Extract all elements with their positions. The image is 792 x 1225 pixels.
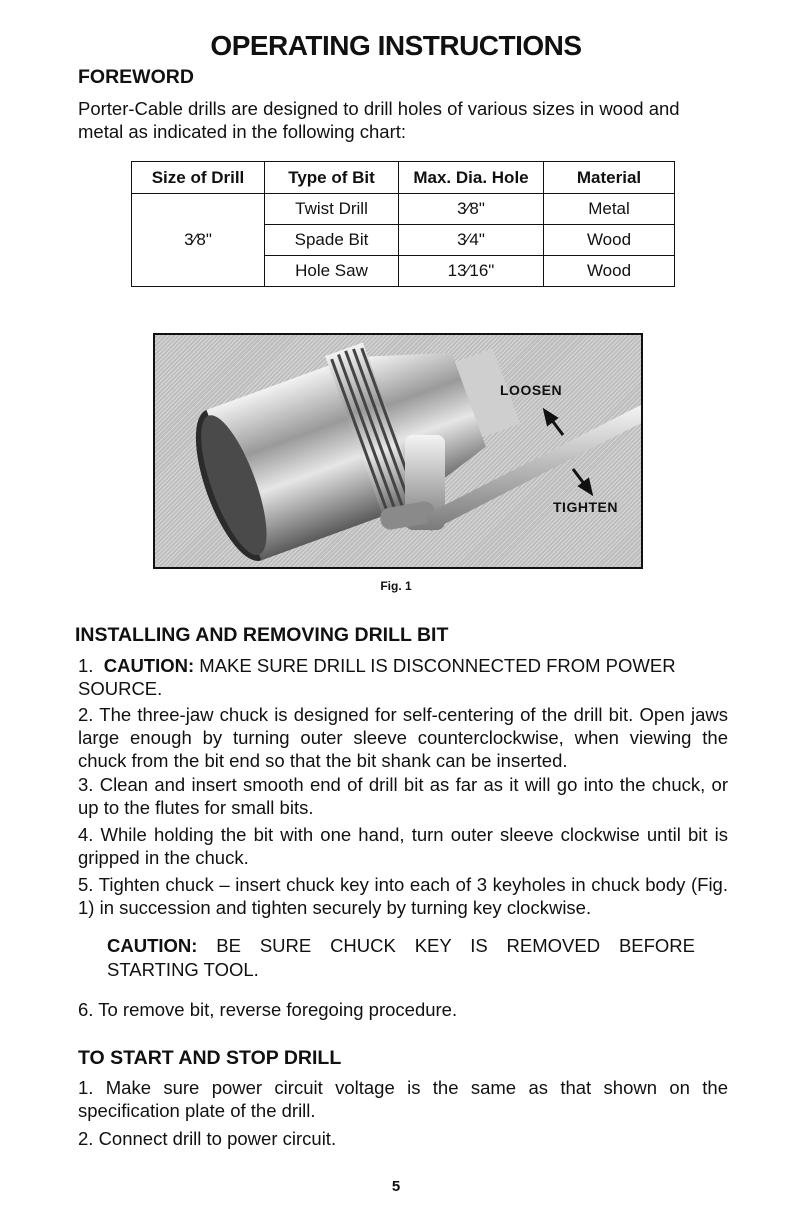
col-size-header: Size of Drill — [132, 162, 265, 194]
page-title: OPERATING INSTRUCTIONS — [210, 30, 582, 61]
step-3: 3. Clean and insert smooth end of drill bit as far as it will go into the chuck, or up to the flutes for small bits. — [78, 774, 728, 818]
chuck-illustration — [155, 335, 641, 567]
bit-cell: Hole Saw — [265, 256, 399, 287]
loosen-label: LOOSEN — [500, 382, 563, 398]
hole-cell: 13⁄16" — [399, 256, 544, 287]
col-material-header: Material — [544, 162, 675, 194]
caution-label: CAUTION: — [107, 935, 198, 956]
step-5: 5. Tighten chuck – insert chuck key into each of 3 keyholes in chuck body (Fig. 1) in succession and tighten securely by turning key clockwise. — [78, 874, 728, 918]
table-header-row — [132, 162, 675, 194]
drill-size-cell: 3⁄8" — [132, 194, 265, 287]
table-row — [132, 194, 675, 225]
hole-cell: 3⁄4" — [399, 225, 544, 256]
tighten-label: TIGHTEN — [553, 499, 618, 515]
start-step-1: 1. Make sure power circuit voltage is the same as that shown on the specification plate of the drill. — [78, 1077, 728, 1121]
material-cell: Wood — [544, 256, 675, 287]
step-2: 2. The three-jaw chuck is designed for self-centering of the drill bit. Open jaws large enough by turning outer sleeve counterclockwise, when viewing the chuck from the bit end so that the bit shank can be inserted. — [78, 704, 728, 771]
caution-note — [107, 934, 695, 957]
drill-size-table — [131, 161, 675, 287]
bit-cell: Twist Drill — [265, 194, 399, 225]
col-hole-header: Max. Dia. Hole — [399, 162, 544, 194]
hole-cell: 3⁄8" — [399, 194, 544, 225]
step-1-caution: CAUTION: — [103, 655, 195, 676]
step-4: 4. While holding the bit with one hand, turn outer sleeve clockwise until bit is gripped in the chuck. — [78, 824, 728, 868]
start-stop-heading: TO START AND STOP DRILL — [78, 1047, 342, 1069]
loosen-arrow — [545, 411, 563, 435]
tighten-arrow — [573, 469, 591, 493]
foreword-text: Porter-Cable drills are designed to drill holes of various sizes in wood and metal as indicated in the following chart: — [78, 98, 680, 142]
material-cell: Metal — [544, 194, 675, 225]
installing-heading: INSTALLING AND REMOVING DRILL BIT — [75, 624, 449, 646]
step-1-text: MAKE SURE DRILL IS DISCONNECTED FROM POWER SOURCE. — [78, 655, 676, 699]
col-bit-header: Type of Bit — [265, 162, 399, 194]
chuck-photo — [153, 333, 643, 569]
figure-caption: Fig. 1 — [380, 579, 412, 593]
chuck-body — [177, 335, 537, 567]
step-1-number: 1. — [78, 655, 94, 676]
bit-cell: Spade Bit — [265, 225, 399, 256]
foreword-heading: FOREWORD — [78, 66, 194, 88]
page-number: 5 — [391, 1178, 401, 1195]
material-cell: Wood — [544, 225, 675, 256]
step-6: 6. To remove bit, reverse foregoing procedure. — [78, 999, 458, 1020]
caution-text: BE SURE CHUCK KEY IS REMOVED BEFORE — [216, 935, 696, 956]
step-1 — [78, 654, 728, 700]
caution-text-line2: STARTING TOOL. — [107, 959, 259, 980]
start-step-2: 2. Connect drill to power circuit. — [78, 1128, 337, 1149]
